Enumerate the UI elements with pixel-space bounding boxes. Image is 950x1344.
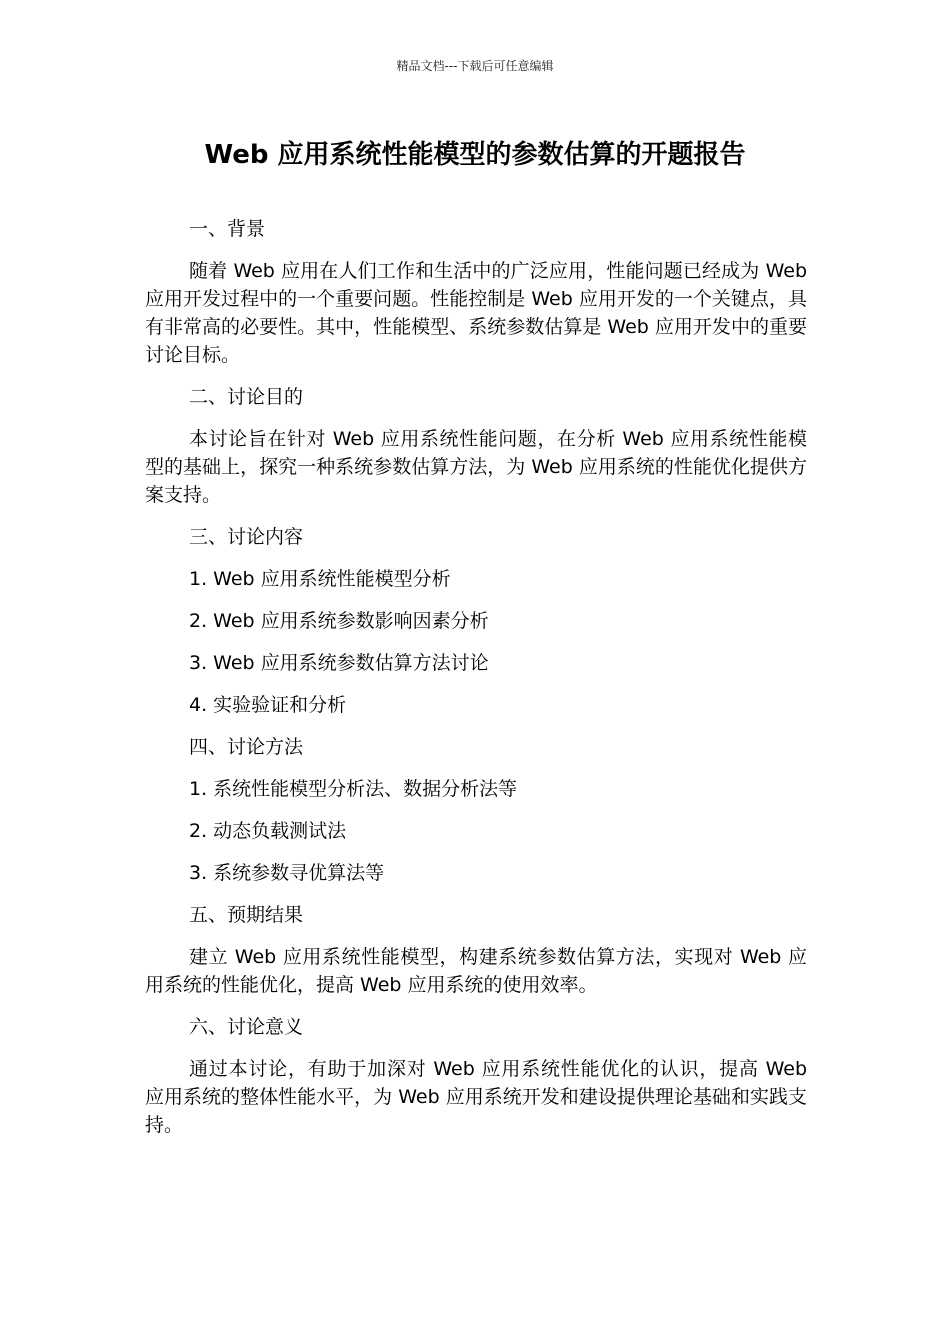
section-heading-methods: 四、讨论方法 [189,736,304,758]
significance-paragraph: 通过本讨论，有助于加深对 Web 应用系统性能优化的认识，提高 Web 应用系统的整体性能水平，为 Web 应用系统开发和建设提供理论基础和实践支持。 [145,1058,807,1136]
section-heading-purpose: 二、讨论目的 [189,386,304,408]
content-list-item: 1. Web 应用系统性能模型分析 [189,568,451,590]
document-title: Web 应用系统性能模型的参数估算的开题报告 [204,140,746,170]
methods-list-item: 2. 动态负载测试法 [189,820,347,842]
section-heading-content: 三、讨论内容 [189,526,304,548]
content-list-item: 2. Web 应用系统参数影响因素分析 [189,610,489,632]
section-heading-expected-results: 五、预期结果 [189,904,304,926]
header-note: 精品文档---下载后可任意编辑 [396,59,554,73]
methods-list-item: 3. 系统参数寻优算法等 [189,862,385,884]
purpose-paragraph: 本讨论旨在针对 Web 应用系统性能问题，在分析 Web 应用系统性能模型的基础上，探究一种系统参数估算方法，为 Web 应用系统的性能优化提供方案支持。 [145,428,807,506]
expected-results-paragraph: 建立 Web 应用系统性能模型，构建系统参数估算方法，实现对 Web 应用系统的性能优化，提高 Web 应用系统的使用效率。 [145,946,807,996]
content-list-item: 4. 实验验证和分析 [189,694,347,716]
methods-list-item: 1. 系统性能模型分析法、数据分析法等 [189,778,518,800]
document-body [145,215,807,1153]
background-paragraph: 随着 Web 应用在人们工作和生活中的广泛应用，性能问题已经成为 Web 应用开发过程中的一个重要问题。性能控制是 Web 应用开发的一个关键点，具有非常高的必要性。其中，性能模型、系统参数估算是 Web 应用开发中的重要讨论目标。 [145,260,807,366]
content-list-item: 3. Web 应用系统参数估算方法讨论 [189,652,489,674]
section-heading-background: 一、背景 [189,218,266,240]
section-heading-significance: 六、讨论意义 [189,1016,304,1038]
